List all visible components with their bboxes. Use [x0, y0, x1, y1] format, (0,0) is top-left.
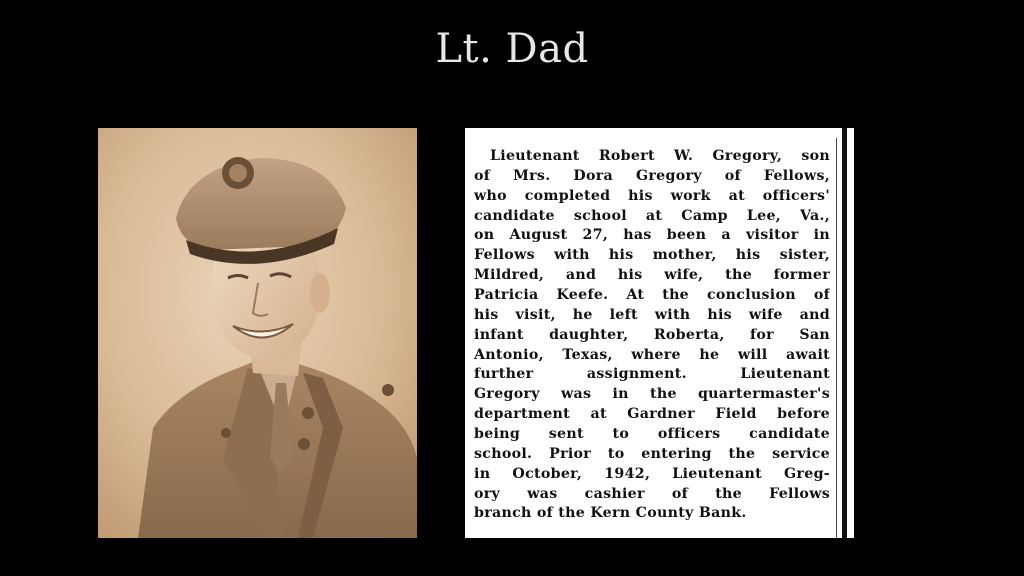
clipping-line: Fellows with his mother, his sister,	[474, 247, 830, 264]
clipping-line: who completed his work at officers'	[474, 187, 830, 204]
clipping-line: ory was cashier of the Fellows	[474, 485, 830, 502]
clipping-line: department at Gardner Field before	[474, 406, 830, 423]
clipping-line: on August 27, has been a visitor in	[474, 227, 830, 244]
clipping-line: infant daughter, Roberta, for San	[474, 326, 830, 343]
portrait-photo	[98, 128, 417, 538]
clipping-line: further assignment. Lieutenant	[474, 366, 830, 383]
clipping-line: Lieutenant Robert W. Gregory, son	[490, 148, 830, 164]
clipping-line: his visit, he left with his wife and	[474, 306, 830, 323]
portrait-image	[98, 128, 417, 538]
clipping-line: in October, 1942, Lieutenant Greg-	[474, 465, 830, 482]
clipping-line: being sent to officers candidate	[474, 426, 830, 443]
clipping-line: of Mrs. Dora Gregory of Fellows,	[474, 167, 830, 184]
clipping-text	[474, 147, 830, 524]
clipping-line: Antonio, Texas, where he will await	[474, 346, 830, 363]
clipping-line: school. Prior to entering the service	[474, 445, 830, 462]
clipping-line: branch of the Kern County Bank.	[474, 505, 747, 522]
clipping-line: Mildred, and his wife, the former	[474, 267, 830, 284]
slide-title: Lt. Dad	[435, 26, 589, 72]
clipping-line: candidate school at Camp Lee, Va.,	[474, 207, 830, 224]
clipping-line: Gregory was in the quartermaster's	[474, 386, 830, 403]
column-rule-thin	[836, 138, 837, 538]
column-rule	[842, 128, 847, 538]
newspaper-clipping	[465, 128, 854, 538]
clipping-line: Patricia Keefe. At the conclusion of	[474, 287, 830, 304]
